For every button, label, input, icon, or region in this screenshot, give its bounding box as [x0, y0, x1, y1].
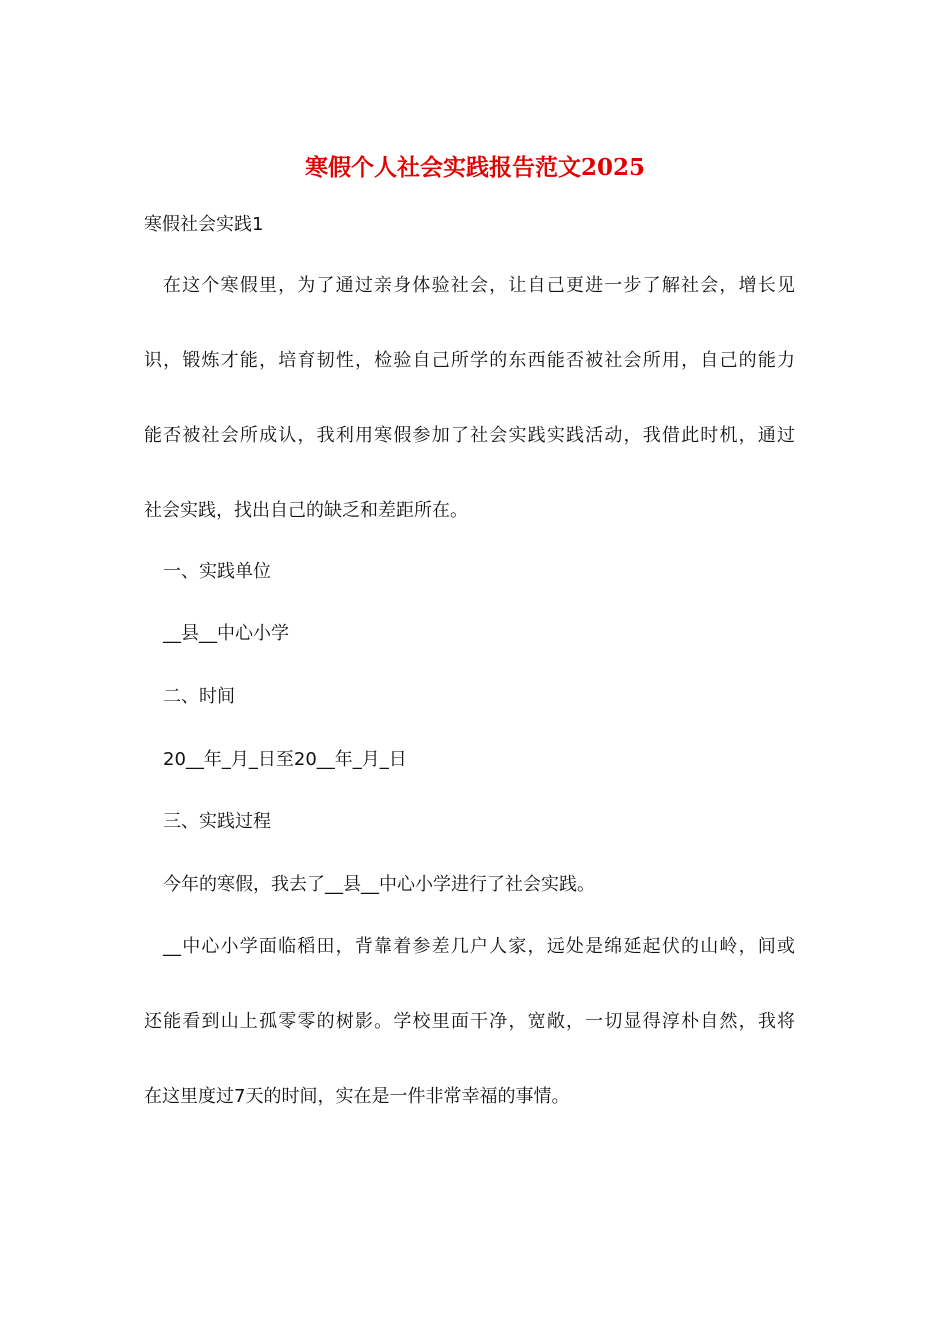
process-paragraph: 今年的寒假，我去了__县__中心小学进行了社会实践。 [163, 874, 595, 895]
paragraph-line: 能否被社会所成认，我利用寒假参加了社会实践实践活动，我借此时机，通过 [144, 425, 795, 446]
paragraph-line: 社会实践，找出自己的缺乏和差距所在。 [144, 500, 468, 521]
section-heading-time: 二、时间 [163, 686, 235, 707]
paragraph-line: 还能看到山上孤零零的树影。学校里面干净，宽敞，一切显得淳朴自然，我将 [144, 1011, 795, 1032]
document-subtitle: 寒假社会实践1 [144, 214, 264, 235]
section-heading-unit: 一、实践单位 [163, 561, 271, 582]
document-title: 寒假个人社会实践报告范文2025 [304, 154, 645, 181]
section-content-time: 20__年_月_日至20__年_月_日 [163, 749, 407, 770]
paragraph-line: __中心小学面临稻田，背靠着参差几户人家，远处是绵延起伏的山岭，间或 [163, 936, 795, 957]
paragraph-line: 在这个寒假里，为了通过亲身体验社会，让自己更进一步了解社会，增长见 [163, 275, 795, 296]
paragraph-line: 在这里度过7天的时间，实在是一件非常幸福的事情。 [144, 1086, 570, 1107]
paragraph-line: 识，锻炼才能，培育韧性，检验自己所学的东西能否被社会所用，自己的能力 [144, 350, 795, 371]
section-content-unit: __县__中心小学 [163, 623, 289, 644]
section-heading-process: 三、实践过程 [163, 811, 271, 832]
